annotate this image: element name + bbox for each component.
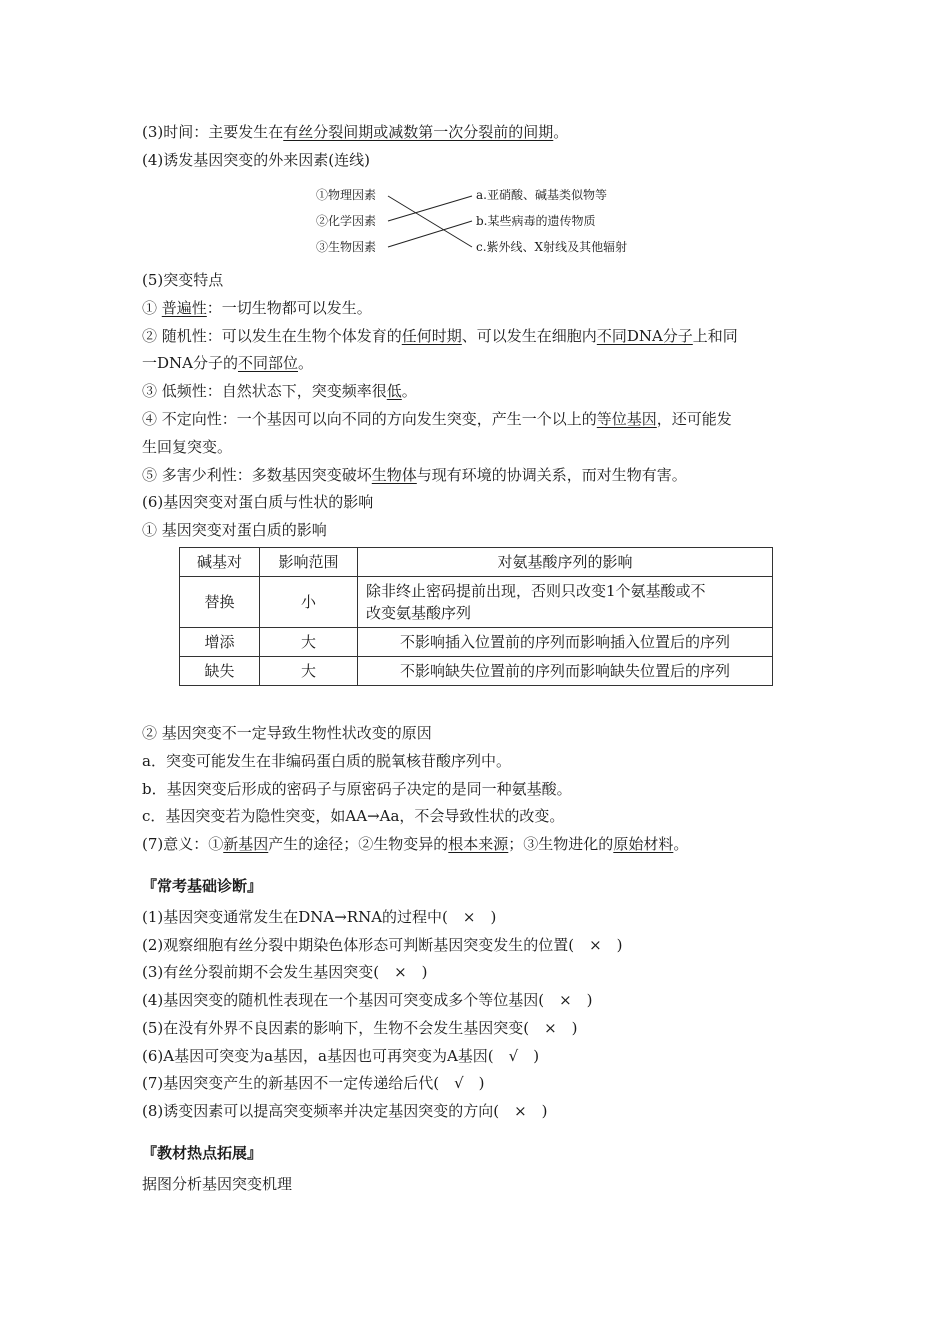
list-item: (4)基因突变的随机性表现在一个基因可突变成多个等位基因( × ): [142, 991, 593, 1009]
reason-c: c．基因突变若为隐性突变，如AA→Aa，不会导致性状的改变。: [142, 807, 565, 825]
table-header-row: [180, 548, 773, 577]
feature-randomness: ② 随机性：可以发生在生物个体发育的任何时期、可以发生在细胞内不同DNA分子上和同: [142, 327, 738, 345]
table-header: 影响范围: [260, 548, 358, 577]
trait-reason-heading: ② 基因突变不一定导致生物性状改变的原因: [142, 724, 432, 742]
feature-low-frequency: ③ 低频性：自然状态下，突变频率很低。: [142, 382, 417, 400]
matching-lines: [316, 185, 646, 259]
table-cell: 除非终止密码提前出现，否则只改变1个氨基酸或不 改变氨基酸序列: [358, 577, 773, 628]
reason-a: a．突变可能发生在非编码蛋白质的脱氧核苷酸序列中。: [142, 752, 511, 770]
matching-diagram: [316, 185, 646, 259]
time-line: (3)时间：主要发生在有丝分裂间期或减数第一次分裂前的间期。: [142, 123, 569, 141]
effects-heading: (6)基因突变对蛋白质与性状的影响: [142, 493, 374, 511]
right-item-b: b.某些病毒的遗传物质: [476, 214, 596, 228]
final-line: 据图分析基因突变机理: [142, 1175, 293, 1193]
mutation-effect-table: [179, 547, 773, 686]
table-row: [180, 628, 773, 657]
feature-nondirectional: ④ 不定向性：一个基因可以向不同的方向发生突变，产生一个以上的等位基因，还可能发: [142, 410, 732, 428]
reason-b: b．基因突变后形成的密码子与原密码子决定的是同一种氨基酸。: [142, 780, 572, 798]
table-row: [180, 657, 773, 686]
table-header: 对氨基酸序列的影响: [358, 548, 773, 577]
significance-line: (7)意义：①新基因产生的途径；②生物变异的根本来源；③生物进化的原始材料。: [142, 835, 689, 853]
table-cell: 增添: [180, 628, 260, 657]
list-item: (6)A基因可突变为a基因，a基因也可再突变为A基因( √ ): [142, 1047, 540, 1065]
table-cell: 缺失: [180, 657, 260, 686]
line-physical-c: [388, 196, 472, 247]
list-item: (2)观察细胞有丝分裂中期染色体形态可判断基因突变发生的位置( × ): [142, 936, 623, 954]
section-title-extension: 『教材热点拓展』: [142, 1144, 263, 1162]
list-item: (5)在没有外界不良因素的影响下，生物不会发生基因突变( × ): [142, 1019, 578, 1037]
protein-effect-heading: ① 基因突变对蛋白质的影响: [142, 521, 327, 539]
list-item: (8)诱变因素可以提高突变频率并决定基因突变的方向( × ): [142, 1102, 548, 1120]
feature-nondirectional-cont: 生回复突变。: [142, 438, 233, 456]
section-title-diagnosis: 『常考基础诊断』: [142, 877, 263, 895]
feature-harmfulness: ⑤ 多害少利性：多数基因突变破坏生物体与现有环境的协调关系，而对生物有害。: [142, 466, 687, 484]
left-item-biological: ③生物因素: [316, 240, 377, 254]
factors-heading: (4)诱发基因突变的外来因素(连线): [142, 151, 370, 169]
left-item-physical: ①物理因素: [316, 188, 377, 202]
list-item: (7)基因突变产生的新基因不一定传递给后代( √ ): [142, 1074, 485, 1092]
table-cell: 小: [260, 577, 358, 628]
table-cell: 大: [260, 657, 358, 686]
right-item-a: a.亚硝酸、碱基类似物等: [476, 188, 607, 202]
line-chemical-a: [388, 196, 472, 221]
feature-universality: ① 普遍性：一切生物都可以发生。: [142, 299, 372, 317]
table-cell: 不影响插入位置前的序列而影响插入位置后的序列: [358, 628, 773, 657]
feature-randomness-cont: 一DNA分子的不同部位。: [142, 354, 314, 372]
table-cell: 替换: [180, 577, 260, 628]
list-item: (3)有丝分裂前期不会发生基因突变( × ): [142, 963, 428, 981]
left-item-chemical: ②化学因素: [316, 214, 377, 228]
line-biological-b: [388, 221, 472, 247]
table-cell: 不影响缺失位置前的序列而影响缺失位置后的序列: [358, 657, 773, 686]
list-item: (1)基因突变通常发生在DNA→RNA的过程中( × ): [142, 908, 497, 926]
table-cell: 大: [260, 628, 358, 657]
table-row: [180, 577, 773, 628]
right-item-c: c.紫外线、X射线及其他辐射: [476, 240, 628, 254]
features-heading: (5)突变特点: [142, 271, 224, 289]
table-header: 碱基对: [180, 548, 260, 577]
